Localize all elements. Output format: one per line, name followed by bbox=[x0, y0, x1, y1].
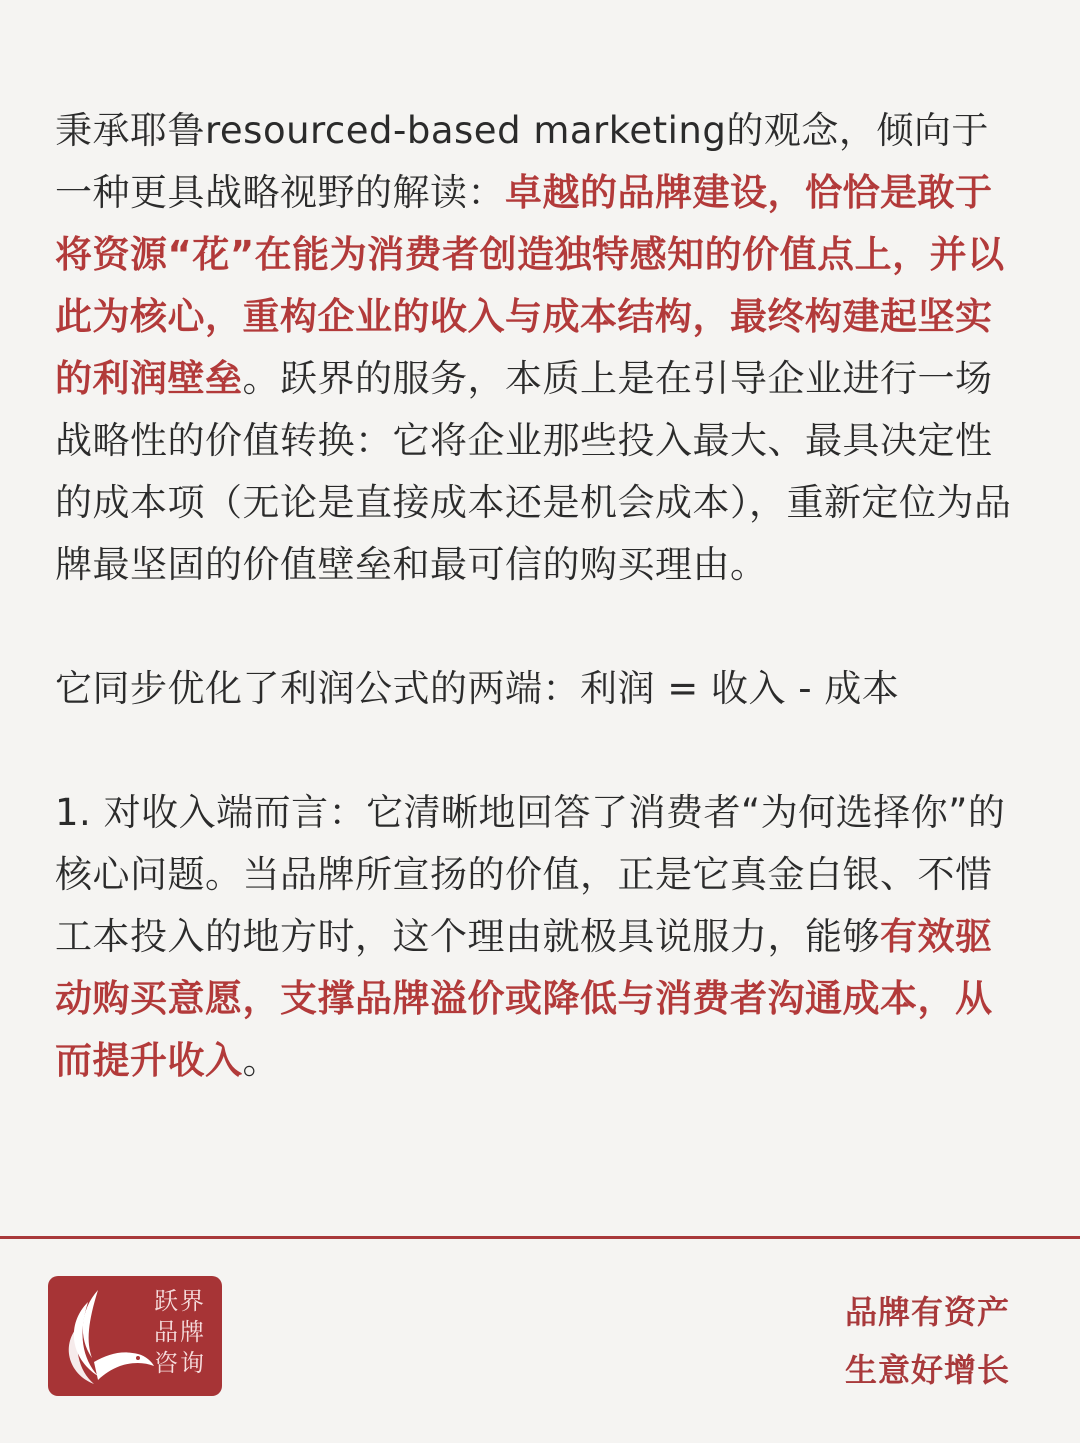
slogan-line-2: 生意好增长 bbox=[844, 1351, 1010, 1389]
paragraph-3-text-end: 。 bbox=[242, 1039, 280, 1082]
slogan-line-1: 品牌有资产 bbox=[844, 1293, 1010, 1331]
paragraph-1-text-end: 。跃界的服务，本质上是在引导企业进行一场战略性的价值转换：它将企业那些投入最大、最具决定性的成本项（无论是直接成本还是机会成本），重新定位为品牌最坚固的价值壁垒和最可信的购买理由。 bbox=[55, 357, 1012, 586]
paragraph-2 bbox=[55, 658, 1015, 720]
paragraph-1-highlight: 卓越的品牌建设，恰恰是敢于将资源“花”在能为消费者创造独特感知的价值点上，并以此为核心，重构企业的收入与成本结构，最终构建起坚实的利润壁垒 bbox=[55, 171, 1005, 400]
paragraph-3 bbox=[55, 782, 1015, 1092]
bird-icon bbox=[58, 1284, 158, 1388]
paragraph-3-highlight: 有效驱动购买意愿，支撑品牌溢价或降低与消费者沟通成本，从而提升收入 bbox=[55, 915, 993, 1082]
paragraph-2-text: 它同步优化了利润公式的两端：利润 = 收入 - 成本 bbox=[55, 667, 900, 710]
slogan bbox=[845, 1283, 1010, 1399]
brand-logo bbox=[48, 1276, 222, 1396]
paragraph-3-text: 1. 对收入端而言：它清晰地回答了消费者“为何选择你”的核心问题。当品牌所宣扬的价值，正是它真金白银、不惜工本投入的地方时，这个理由就极具说服力，能够 bbox=[55, 791, 1006, 958]
logo-text-line-2: 品牌 bbox=[154, 1318, 206, 1346]
logo-text bbox=[154, 1286, 214, 1379]
article-body bbox=[55, 100, 1015, 1092]
paragraph-1-text: 秉承耶鲁resourced-based marketing的观念，倾向于一种更具战略视野的解读： bbox=[55, 109, 989, 214]
paragraph-1 bbox=[55, 100, 1015, 596]
footer bbox=[0, 1239, 1080, 1443]
logo-text-line-1: 跃界 bbox=[154, 1287, 206, 1315]
logo-text-line-3: 咨询 bbox=[154, 1349, 206, 1377]
